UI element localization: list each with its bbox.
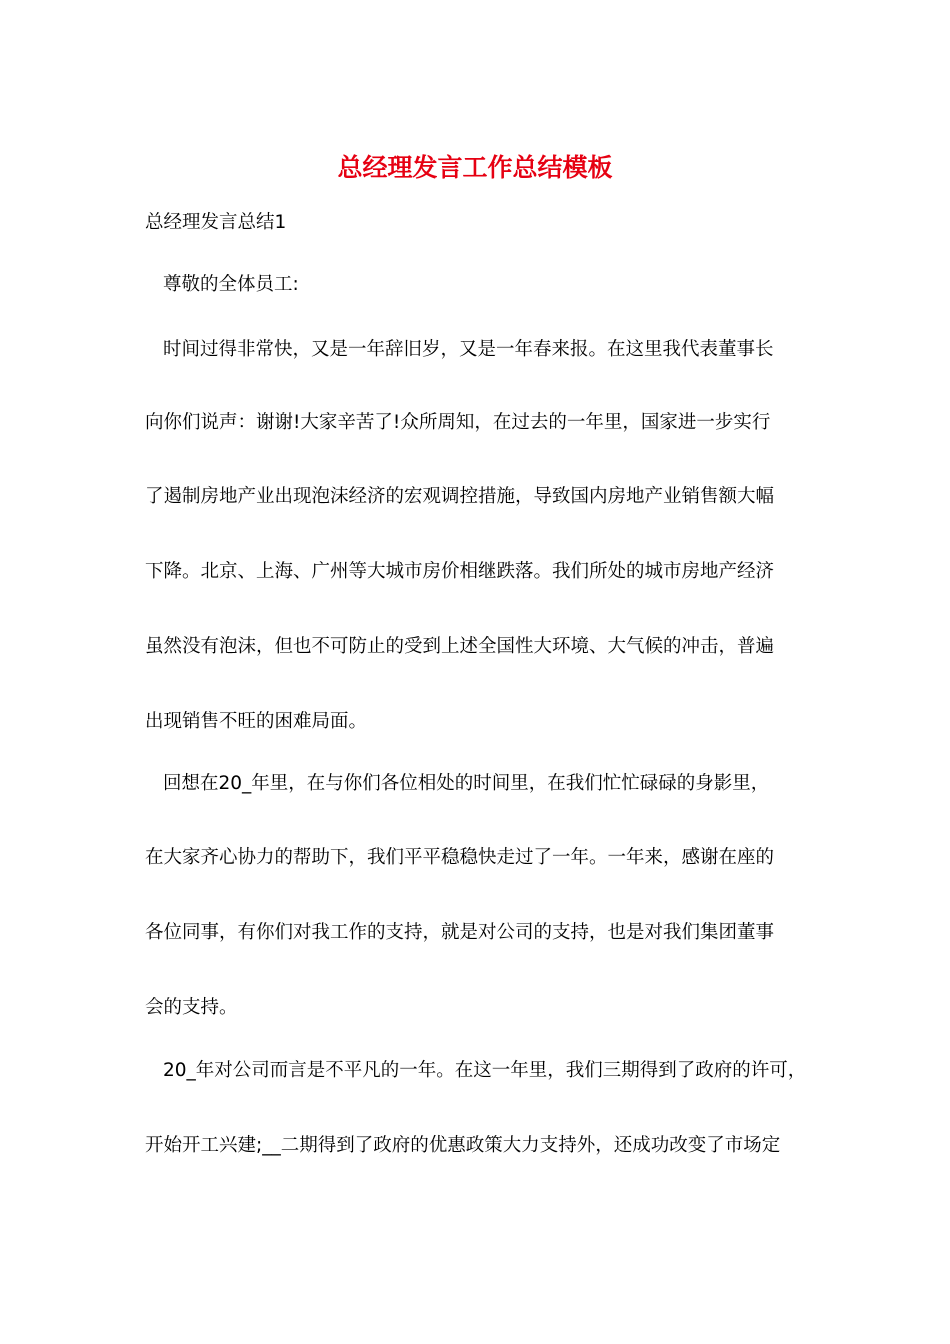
paragraph-line: 20_年对公司而言是不平凡的一年。在这一年里，我们三期得到了政府的许可， [163,1060,807,1081]
paragraph-line: 了遏制房地产业出现泡沫经济的宏观调控措施，导致国内房地产业销售额大幅 [145,486,775,507]
paragraph-line: 会的支持。 [145,997,238,1018]
salutation-line: 尊敬的全体员工: [163,274,299,295]
section-heading: 总经理发言总结1 [145,212,287,233]
paragraph-line: 下降。北京、上海、广州等大城市房价相继跌落。我们所处的城市房地产经济 [145,561,775,582]
paragraph-line: 在大家齐心协力的帮助下，我们平平稳稳快走过了一年。一年来，感谢在座的 [145,847,775,868]
paragraph-line: 出现销售不旺的困难局面。 [145,711,368,732]
paragraph-line: 各位同事，有你们对我工作的支持，就是对公司的支持，也是对我们集团董事 [145,922,775,943]
paragraph-line: 向你们说声：谢谢!大家辛苦了!众所周知，在过去的一年里，国家进一步实行 [145,412,771,433]
paragraph-line: 时间过得非常快，又是一年辞旧岁，又是一年春来报。在这里我代表董事长 [163,339,774,360]
paragraph-line: 开始开工兴建;__二期得到了政府的优惠政策大力支持外，还成功改变了市场定 [145,1135,781,1156]
paragraph-line: 虽然没有泡沫，但也不可防止的受到上述全国性大环境、大气候的冲击，普遍 [145,636,775,657]
document-title: 总经理发言工作总结模板 [337,153,613,182]
paragraph-line: 回想在20_年里，在与你们各位相处的时间里，在我们忙忙碌碌的身影里， [163,773,770,794]
